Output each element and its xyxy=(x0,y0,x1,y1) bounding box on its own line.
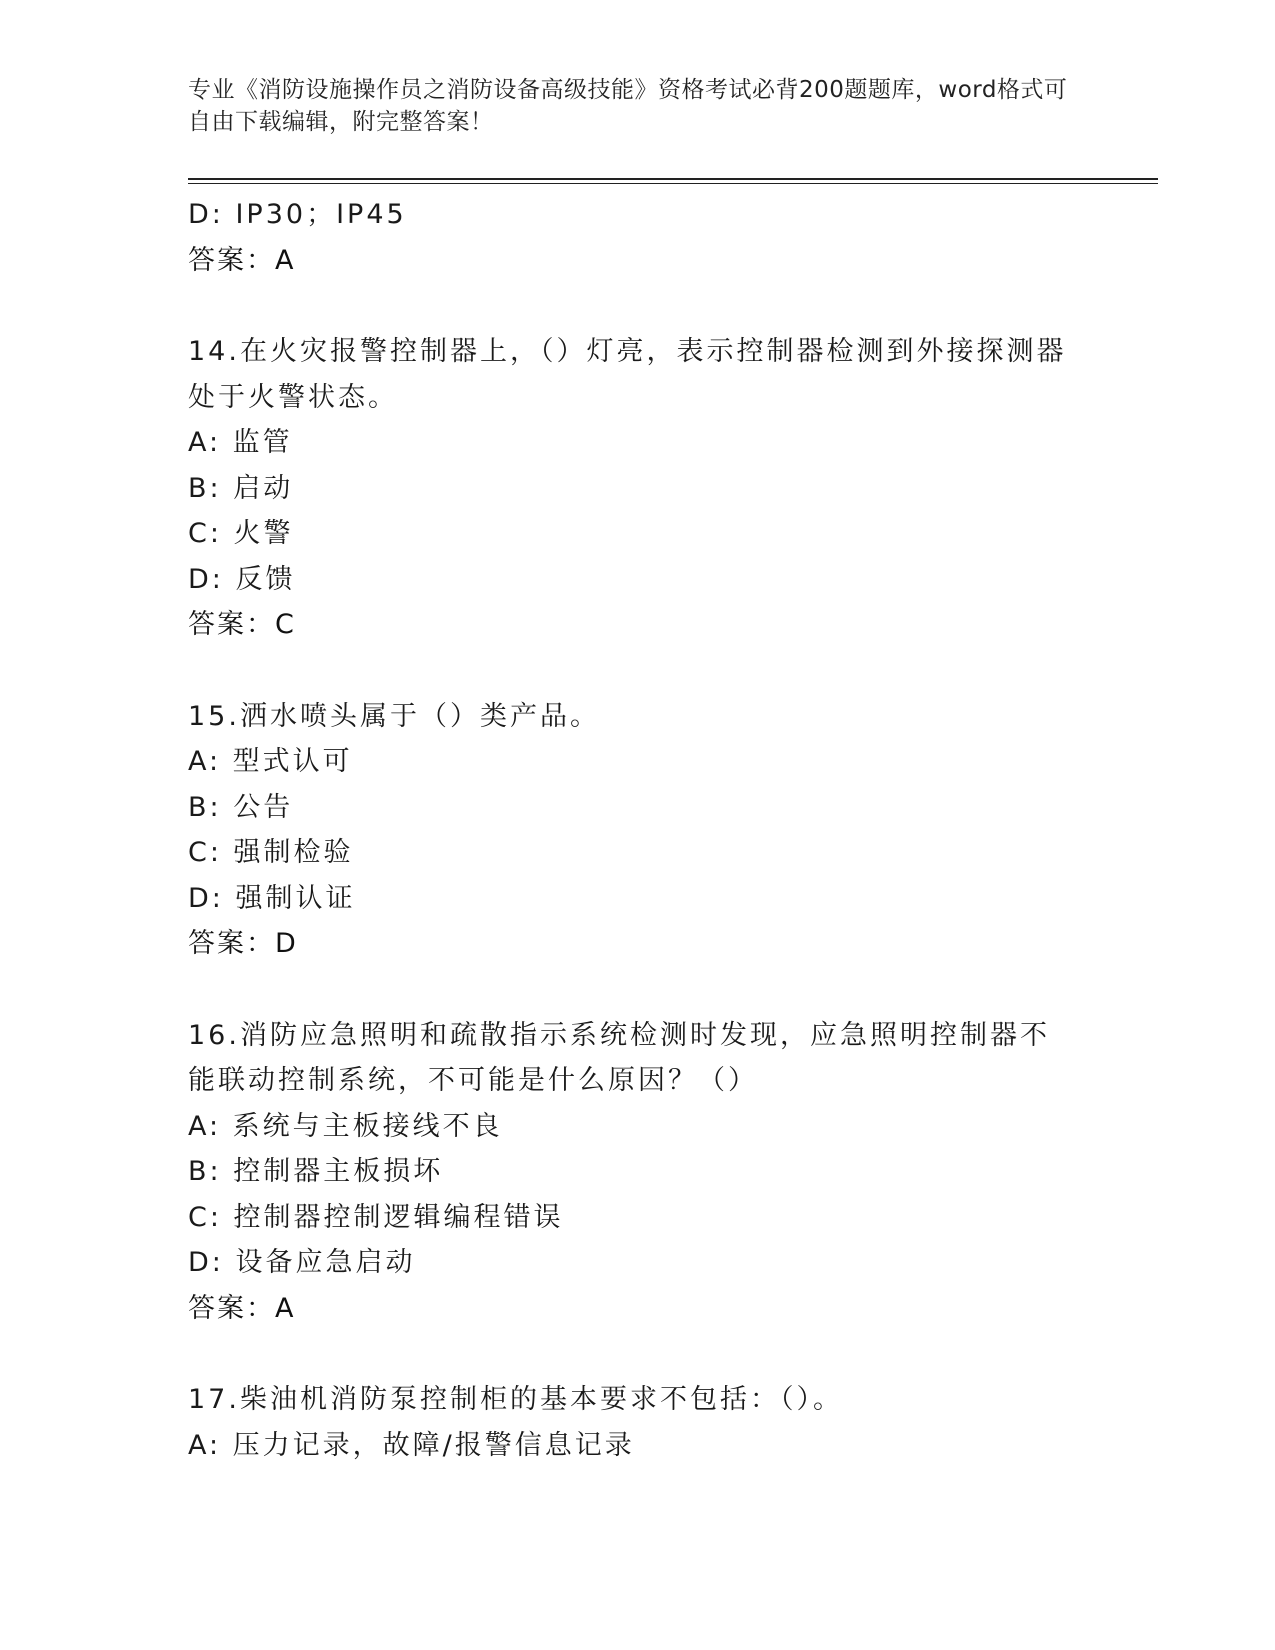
prev-answer: 答案：A xyxy=(188,244,296,276)
option-c: C: 火警 xyxy=(188,518,294,549)
answer: 答案：A xyxy=(188,1292,296,1324)
spacer xyxy=(188,1331,1088,1377)
question-14 xyxy=(188,329,1088,648)
option-c: C: 控制器控制逻辑编程错误 xyxy=(188,1201,564,1233)
question-16 xyxy=(188,1013,1088,1332)
spacer xyxy=(188,967,1088,1013)
header-divider xyxy=(188,178,1158,184)
option-a: A: 压力记录，故障/报警信息记录 xyxy=(188,1429,635,1461)
question-17 xyxy=(188,1377,1088,1468)
question-stem: 17.柴油机消防泵控制柜的基本要求不包括：（）。 xyxy=(188,1384,843,1415)
question-stem: 14.在火灾报警控制器上，（）灯亮，表示控制器检测到外接探测器处于火警状态。 xyxy=(188,336,1067,413)
option-b: B: 启动 xyxy=(188,472,294,504)
option-d: D: 设备应急启动 xyxy=(188,1247,416,1278)
option-b: B: 公告 xyxy=(188,791,294,823)
option-d: D: 强制认证 xyxy=(188,882,356,914)
option-d: D: 反馈 xyxy=(188,563,296,595)
answer: 答案：D xyxy=(188,928,298,959)
question-stem: 16.消防应急照明和疏散指示系统检测时发现，应急照明控制器不能联动控制系统，不可能是什么原因？（） xyxy=(188,1019,1050,1096)
spacer xyxy=(188,283,1088,329)
option-b: B: 控制器主板损坏 xyxy=(188,1156,444,1187)
question-stem: 15.洒水喷头属于（）类产品。 xyxy=(188,700,600,732)
option-a: A: 型式认可 xyxy=(188,746,353,777)
answer: 答案：C xyxy=(188,609,296,640)
document-body xyxy=(188,192,1088,1468)
prev-option-d: D: IP30；IP45 xyxy=(188,199,407,230)
option-a: A: 监管 xyxy=(188,427,293,458)
question-15 xyxy=(188,694,1088,967)
option-c: C: 强制检验 xyxy=(188,837,354,868)
spacer xyxy=(188,648,1088,694)
option-a: A: 系统与主板接线不良 xyxy=(188,1110,503,1142)
document-header: 专业《消防设施操作员之消防设备高级技能》资格考试必背200题题库，word格式可自由下载编辑，附完整答案！ xyxy=(188,77,1068,135)
